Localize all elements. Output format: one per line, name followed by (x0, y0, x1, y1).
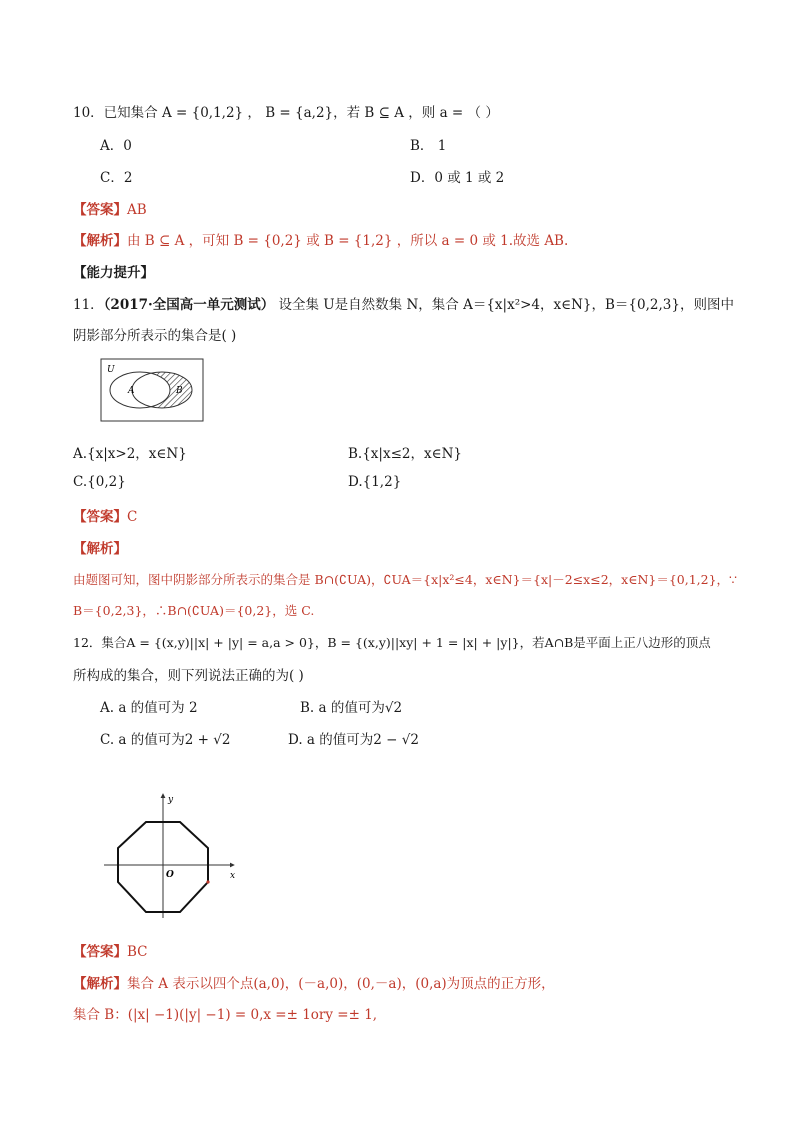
q10-analysis-row (73, 229, 568, 249)
origin-label: O (166, 870, 174, 880)
q10-option-a: A．0 (100, 138, 132, 154)
q12-answer-row (73, 940, 148, 960)
q11-option-b: B.{x|x≤2，x∈N} (348, 446, 462, 462)
q12-answer: BC (127, 944, 148, 960)
q11-option-d: D.{1,2} (348, 474, 402, 490)
q11-option-a: A.{x|x>2，x∈N} (73, 446, 187, 462)
venn-diagram (100, 358, 204, 422)
q12-analysis-line1: 集合 A 表示以四个点(a,0)，(－a,0)，(0,－a)，(0,a)为顶点的正方形， (127, 976, 555, 992)
q10-answer-row (73, 198, 147, 218)
q12-analysis-line2: (|x| −1)(|y| −1) = 0,x =± 1ory =± 1, (127, 1007, 378, 1023)
q11-analysis-tag: 【解析】 (73, 541, 127, 557)
vertex-dot (206, 880, 209, 883)
q10-stem: 10．已知集合 A = {0,1,2} ， B = {a,2}，若 B ⊆ A ，则 a = （ ） (73, 105, 499, 121)
q12-option-a: A. a 的值可为 2 (100, 700, 198, 716)
q10-answer: AB (127, 202, 147, 218)
q12-stem-line2: 所构成的集合，则下列说法正确的为( ) (73, 668, 304, 684)
analysis-tag: 【解析】 (73, 976, 127, 992)
q10-analysis: 由 B ⊆ A ，可知 B = {0,2} 或 B = {1,2} ，所以 a = 0 或 1.故选 AB. (127, 233, 569, 249)
q12-analysis-line2-row (73, 1003, 377, 1023)
q11-number: 11． (73, 297, 104, 313)
q11-answer-row (73, 505, 137, 525)
venn-u-label: U (107, 365, 115, 375)
q12-analysis-row (73, 972, 555, 992)
x-axis-label: x (230, 871, 236, 881)
q11-answer: C (127, 509, 138, 525)
q11-option-c: C.{0,2} (73, 474, 126, 490)
q11-stem-line1 (73, 293, 734, 313)
analysis-tag: 【解析】 (73, 233, 127, 249)
venn-b-label: B (176, 386, 183, 396)
q12-stem-line1: 12．集合A = {(x,y)||x| + |y| = a,a > 0}，B = {(x,y)||xy| + 1 = |x| + |y|}，若A∩B是平面上正八边形的顶点 (73, 635, 711, 650)
y-axis-label: y (168, 795, 174, 805)
q11-stem-line2: 阴影部分所表示的集合是( ) (73, 328, 237, 344)
q11-source: （2017·全国高一单元测试） (103, 297, 275, 313)
q10-option-d: D．0 或 1 或 2 (410, 170, 505, 186)
q12-analysis-line2-label: 集合 B： (73, 1007, 128, 1023)
q11-stem-text: 设全集 U是自然数集 N，集合 A＝{x|x²>4，x∈N}，B＝{0,2,3}，则图中 (278, 297, 734, 313)
octagon-graph (100, 790, 240, 920)
q11-analysis-line1: 由题图可知，图中阴影部分所表示的集合是 B∩(∁UA)，∁UA＝{x|x²≤4，x∈N}＝{x|－2≤x≤2，x∈N}＝{0,1,2}，∵ (73, 572, 738, 587)
answer-tag: 【答案】 (73, 509, 127, 525)
q10-option-b: B． 1 (410, 138, 447, 154)
section-title: 【能力提升】 (73, 265, 154, 281)
answer-tag: 【答案】 (73, 944, 127, 960)
q10-option-c: C．2 (100, 170, 133, 186)
q12-option-b: B. a 的值可为√2 (300, 700, 403, 716)
q11-analysis-line2: B＝{0,2,3}，∴B∩(∁UA)＝{0,2}，选 C. (73, 603, 315, 618)
q12-option-c: C. a 的值可为2 + √2 (100, 732, 231, 748)
answer-tag: 【答案】 (73, 202, 127, 218)
venn-a-label: A (128, 386, 135, 396)
q12-option-d: D. a 的值可为2 − √2 (288, 732, 419, 748)
